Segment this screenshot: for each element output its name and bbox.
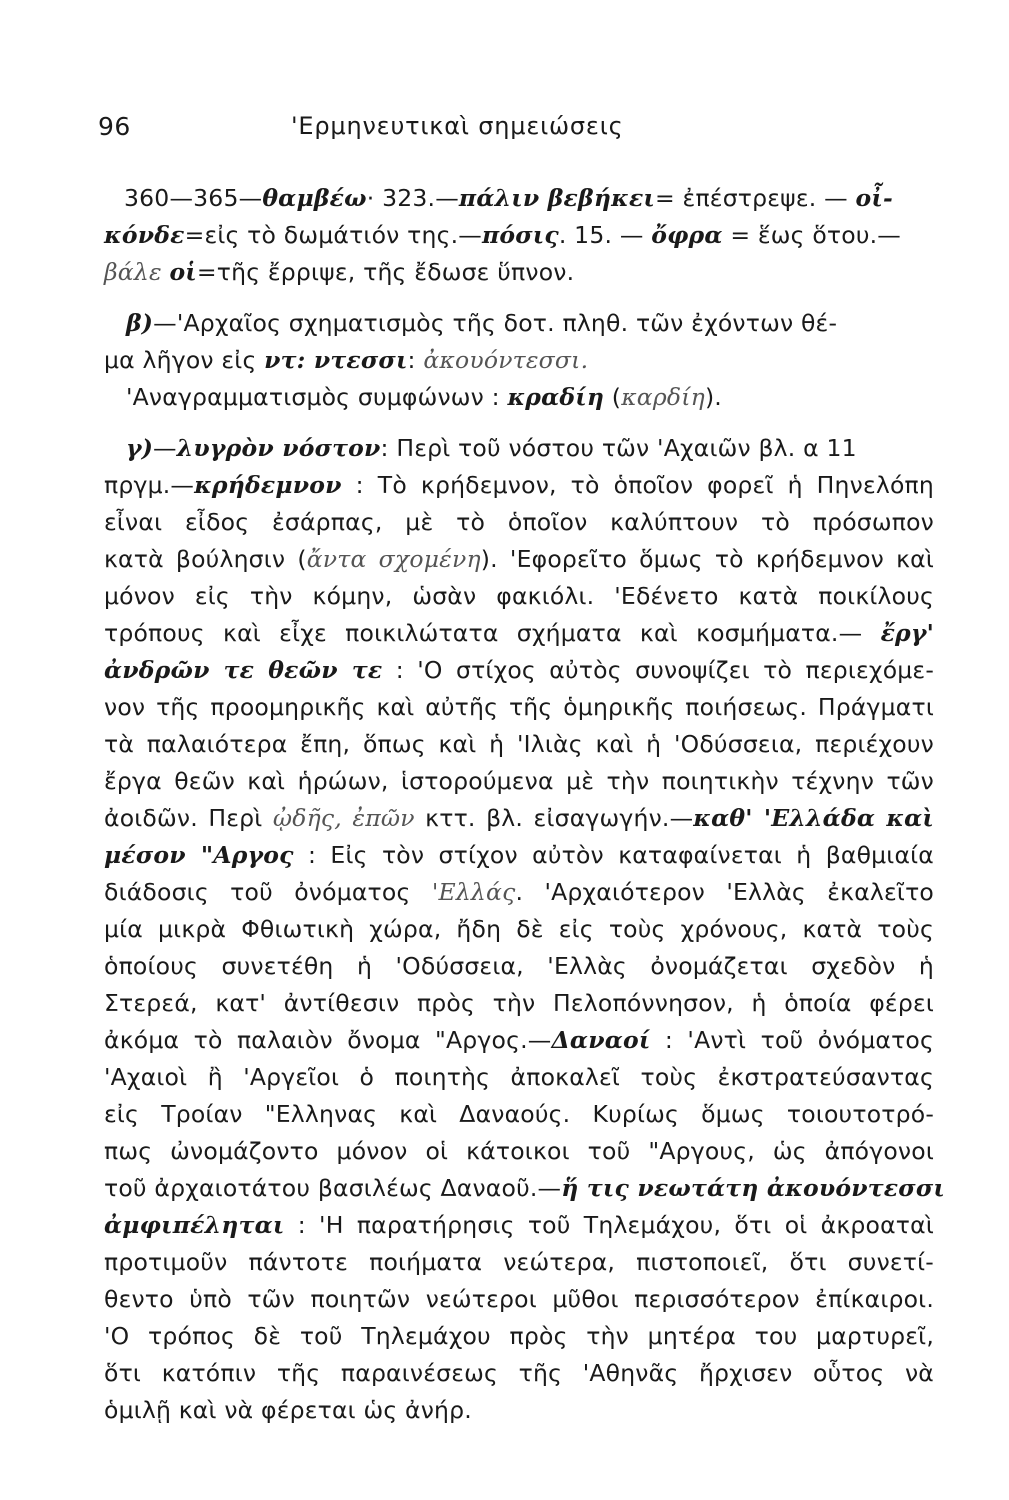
text-line [104,800,934,837]
lemma-term: κραδίη [507,383,605,411]
text-segment: : Περὶ τοῦ νόστου τῶν 'Αχαιῶν βλ. α 11 [380,434,857,462]
text-segment: —'Αρχαῖος σχηματισμὸς τῆς δοτ. πληθ. τῶν ἐχόντων θέ- [153,309,838,337]
text-segment: μα λῆγον εἰς [104,346,265,374]
lemma-term: ἔργ' [880,619,934,647]
lemma-term: γ) [126,434,154,462]
text-line [104,689,934,726]
text-segment: : 'Ο στίχος αὐτὸς συνοψίζει τὸ περιεχόμε- [382,656,935,684]
lemma-term: ἀμφιπέληται [104,1211,285,1239]
text-segment: . 15. — [558,221,652,249]
text-segment: εἶναι εἶδος ἐσάρπας, μὲ τὸ ὁποῖον καλύπτουν τὸ πρόσωπον [104,508,934,536]
text-segment: =τῆς ἔρριψε, τῆς ἔδωσε ὕπνον. [196,258,575,286]
text-segment: : [407,346,424,374]
lemma-term: ὄφρα [651,221,723,249]
text-segment: ὁποίους συνετέθη ἡ 'Οδύσσεια, 'Ελλὰς ὀνομάζεται σχεδὸν ἡ [104,952,934,980]
italic-citation: βάλε [104,258,170,286]
text-line [104,1355,934,1392]
text-segment: = ἐπέστρεψε. — [655,184,856,212]
lemma-term: θαμβέω [262,184,367,212]
text-segment: πργμ.— [104,471,195,499]
text-segment: κατὰ βούλησιν ( [104,545,307,573]
lemma-term: Δαναοί [551,1026,651,1054]
text-segment: μία μικρὰ Φθιωτικὴ χώρα, ἤδη δὲ εἰς τοὺς χρόνους, κατὰ τοὺς [104,915,934,943]
text-line [104,467,934,504]
text-segment: 'Αναγραμματισμὸς συμφώνων : [126,383,508,411]
lemma-term: ντ: ντεσσι [264,346,408,374]
text-line [104,1318,934,1355]
text-segment: θεντο ὑπὸ τῶν ποιητῶν νεώτεροι μῦθοι περισσότερον ἐπίκαιροι. [104,1285,934,1313]
text-segment: διάδοσις τοῦ ὀνόματος [104,878,432,906]
text-segment: ὅτι κατόπιν τῆς παραινέσεως τῆς 'Αθηνᾶς ἤρχισεν οὗτος νὰ [104,1359,934,1387]
text-line [104,217,934,254]
italic-citation: ᾠδῆς, ἐπῶν [272,804,415,832]
text-segment: . 'Αρχαιότερον 'Ελλὰς ἐκαλεῖτο [515,878,934,906]
text-line [104,541,934,578]
text-segment: προτιμοῦν πάντοτε ποιήματα νεώτερα, πιστοποιεῖ, ὅτι συνετί- [104,1248,934,1276]
text-segment: = ἕως ὅτου.— [722,221,902,249]
text-segment: : Τὸ κρήδεμνον, τὸ ὁποῖον φορεῖ ἡ Πηνελόπη [341,471,934,499]
text-segment: 'Ο τρόπος δὲ τοῦ Τηλεμάχου πρὸς τὴν μητέρα του μαρτυρεῖ, [104,1322,934,1350]
text-segment: =εἰς τὸ δωμάτιόν της.— [184,221,482,249]
lemma-term: β) [126,309,154,337]
text-line [104,985,934,1022]
text-line [104,948,934,985]
text-segment: ἀοιδῶν. Περὶ [104,804,273,832]
text-segment: ). 'Εφορεῖτο ὅμως τὸ κρήδεμνον καὶ [480,545,934,573]
lemma-term: μέσον "Αργος [104,841,294,869]
italic-citation: καρδίη [621,383,705,411]
italic-citation: ἄντα σχομένη [306,545,481,573]
text-line [104,1281,934,1318]
text-line [104,1244,934,1281]
text-line [104,254,934,291]
text-segment: · 323.— [366,184,459,212]
text-line [104,342,934,379]
lemma-term: καθ' 'Ελλάδα καὶ [693,804,934,832]
lemma-term: κρήδεμνον [194,471,342,499]
text-line [104,1170,945,1207]
lemma-term: ἥ τις νεωτάτη ἀκουόντεσσι [561,1174,945,1202]
text-segment: νον τῆς προομηρικῆς καὶ αὐτῆς τῆς ὁμηρικῆς ποιήσεως. Πράγματι [104,693,934,721]
italic-citation: ἀκουόντεσσι. [423,346,589,374]
text-segment: : Εἰς τὸν στίχον αὐτὸν καταφαίνεται ἡ βαθμιαία [293,841,934,869]
text-segment: κττ. βλ. εἰσαγωγήν.— [414,804,694,832]
page-header [98,112,918,152]
lemma-term: ἀνδρῶν τε θεῶν τε [104,656,383,684]
running-head: 'Ερμηνευτικαὶ σημειώσεις [291,112,624,140]
text-segment: — [153,434,177,462]
text-line [104,911,934,948]
text-line [104,1022,934,1059]
italic-citation: 'Ελλάς [431,878,516,906]
lemma-term: κόνδε [104,221,185,249]
text-line [104,763,934,800]
text-line [104,1207,934,1244]
text-segment: τοῦ ἀρχαιοτάτου βασιλέως Δαναοῦ.— [104,1174,562,1202]
text-segment: τρόπους καὶ εἶχε ποικιλώτατα σχήματα καὶ κοσμήματα.— [104,619,881,647]
text-line [104,578,934,615]
text-line [104,837,934,874]
text-line [104,1133,934,1170]
text-segment: τὰ παλαιότερα ἔπη, ὅπως καὶ ἡ 'Ιλιὰς καὶ ἡ 'Οδύσσεια, περιέχουν [104,730,934,758]
text-line [104,180,934,217]
text-line [104,1096,934,1133]
lemma-term: οἱ [169,258,197,286]
lemma-term: πάλιν βεβήκει [458,184,655,212]
text-segment: 'Αχαιοὶ ἢ 'Αργεῖοι ὁ ποιητὴς ἀποκαλεῖ τοὺς ἐκστρατεύσαντας [104,1063,934,1091]
text-line [104,726,934,763]
text-segment: ( [604,383,622,411]
commentary-text [104,180,945,1429]
text-segment: Στερεά, κατ' ἀντίθεσιν πρὸς τὴν Πελοπόννησον, ἡ ὁποία φέρει [104,989,934,1017]
text-line [104,305,934,342]
text-segment: πως ὠνομάζοντο μόνον οἱ κάτοικοι τοῦ "Αργους, ὡς ἀπόγονοι [104,1137,934,1165]
text-segment: : 'Αντὶ τοῦ ὀνόματος [650,1026,935,1054]
text-line [104,1392,934,1429]
text-line [104,504,934,541]
text-line [104,430,934,467]
text-segment: εἰς Τροίαν "Ελληνας καὶ Δαναούς. Κυρίως ὅμως τοιουτοτρό- [104,1100,934,1128]
text-segment: ὁμιλῇ καὶ νὰ φέρεται ὡς ἀνήρ. [104,1396,472,1424]
text-line [104,615,934,652]
lemma-term: λυγρὸν νόστον [176,434,381,462]
text-line [104,1059,934,1096]
text-line [104,874,934,911]
text-segment: ). [704,383,722,411]
text-segment: ἔργα θεῶν καὶ ἡρώων, ἱστορούμενα μὲ τὴν ποιητικὴν τέχνην τῶν [104,767,934,795]
text-line [104,379,934,416]
text-line [104,652,934,689]
lemma-term: πόσις [481,221,559,249]
text-segment: : 'Η παρατήρησις τοῦ Τηλεμάχου, ὅτι οἱ ἀκροαταὶ [284,1211,934,1239]
text-segment: μόνον εἰς τὴν κόμην, ὡσὰν φακιόλι. 'Εδένετο κατὰ ποικίλους [104,582,934,610]
text-segment: ἀκόμα τὸ παλαιὸν ὄνομα "Αργος.— [104,1026,552,1054]
lemma-term: οἶ- [855,184,893,212]
page-number: 96 [98,112,131,141]
text-segment: 360—365— [124,184,263,212]
